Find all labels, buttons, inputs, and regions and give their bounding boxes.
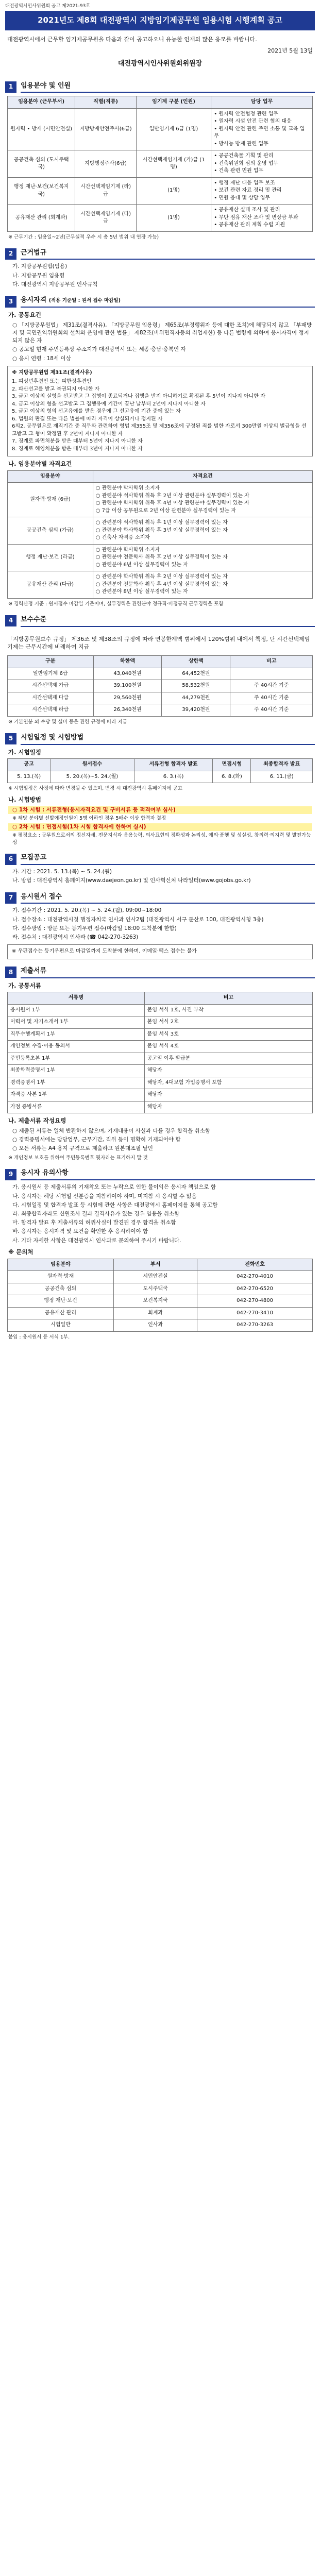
table-row (8, 1004, 313, 1016)
doc-tips-list (8, 1127, 312, 1153)
section-title (21, 296, 315, 308)
section-8-header (5, 967, 315, 978)
section-number: 2 (5, 248, 16, 260)
list-item: 가. 기간 : 2021. 5. 13.(목) ~ 5. 24.(월) (12, 869, 112, 875)
cell-dept: 보건복지국 (113, 1295, 197, 1308)
cell-field: 원자력·방재 (6급) (8, 483, 93, 517)
th-field: 임용분야 (8, 1259, 114, 1271)
application-list (8, 907, 312, 941)
table-row (8, 1319, 313, 1332)
cell-date: 5. 20.(목)~5. 24.(월) (50, 771, 134, 783)
list-item: ○ 공고일 현재 주민등록상 주소지가 대전광역시 또는 세종·충남·충북인 자 (12, 346, 186, 353)
table-row (8, 1053, 313, 1065)
list-item: 가. 응시원서 등 제출서류의 기재착오 또는 누락으로 인한 불이익은 응시자 책임으로 함 (12, 1184, 216, 1191)
section-6-header (5, 853, 315, 865)
section-title: 근거법규 (21, 248, 315, 260)
th-duty: 담당 업무 (211, 96, 313, 109)
box-line: 2. 파산선고를 받고 복권되지 아니한 자 (12, 386, 100, 392)
cell-type: (1명) (136, 177, 211, 205)
table-header-row (8, 1259, 313, 1271)
list-item: ○ 모든 서류는 A4 용지 규격으로 제출하고 원본대조필 날인 (12, 1145, 153, 1152)
th-memo: 비고 (144, 992, 312, 1005)
th-application: 원서접수 (50, 759, 134, 771)
list-item: ○ 「지방공무원법」 제31조(결격사유), 「지방공무원 임용령」 제65조(부정행위자 등에 대한 조치)에 해당되지 않고 「부패방지 및 국민권익위원회의 설치와 운영에 관한 법률」 제82조(비위면직자등의 취업제한) 등 다른 법령에 의하여 응시자격이 정지되지 않은 자 (12, 321, 312, 344)
box-line: 5. 금고 이상의 형의 선고유예를 받은 경우에 그 선고유예 기간 중에 있는 자 (12, 409, 181, 415)
box-line: 7. 징계로 파면처분을 받은 때부터 5년이 지나지 아니한 자 (12, 438, 143, 445)
list-item: ○ 응시 연령 : 18세 이상 (12, 355, 71, 362)
section-title-text: 응시자격 (21, 296, 47, 304)
cell-field: 행정 재난·보건 (라급) (8, 544, 93, 571)
cell-memo: 해당자 (144, 1065, 312, 1077)
cell-field: 공공건축 심의 (가급) (8, 517, 93, 545)
th-interview: 면접시험 (213, 759, 251, 771)
subheading-qualifications: 나. 임용분야별 자격요건 (8, 460, 72, 468)
section-7-header (5, 892, 315, 904)
table-row (8, 1077, 313, 1089)
section-2-header (5, 248, 315, 260)
cell-duty: • 행정 재난 대응 업무 보조 • 보건 관련 자료 정리 및 관리 • 민원 응대 및 상담 업무 (211, 177, 313, 205)
table-row (8, 704, 313, 717)
list-item: ※ 해당 분야별 선발예정인원이 5명 이하인 경우 5배수 이상 합격자 결정 (12, 815, 166, 821)
table-row (8, 680, 313, 692)
table-header-row (8, 96, 313, 109)
cell-series: 지방방재안전주사(6급) (75, 108, 137, 150)
cell-date: 5. 13.(목) (8, 771, 50, 783)
salary-note: ※ 기본연봉 외 수당 및 실비 등은 관련 규정에 따라 지급 (8, 719, 127, 725)
subheading-common-docs: 가. 공통서류 (8, 981, 41, 989)
cell-date: 6. 11.(금) (251, 771, 313, 783)
cell-memo: 붙임 서식 2호 (144, 1016, 312, 1029)
cell-phone: 042-270-4010 (197, 1271, 313, 1283)
cell-upper: 64,452천원 (162, 668, 230, 680)
list-item: ○ 1차 시험 : 서류전형(응시자격요건 및 구비서류 등 적격여부 심사) (8, 806, 312, 814)
table-header-row (8, 656, 313, 668)
cautions-list (8, 1183, 312, 1245)
th-phone: 전화번호 (197, 1259, 313, 1271)
cell-field: 공유재산 관리 (다급) (8, 571, 93, 599)
box-line: 6의2. 공무원으로 재직기간 중 직무와 관련하여 형법 제355조 및 제356조에 규정된 죄를 범한 자로서 300만원 이상의 벌금형을 선고받고 그 형이 확정된 후 2년이 지나지 아니한 자 (12, 423, 307, 437)
list-item: ○ 제출된 서류는 일체 반환하지 않으며, 기재내용이 사실과 다를 경우 합격을 취소함 (12, 1128, 210, 1134)
cell-lower: 39,100천원 (93, 680, 162, 692)
list-item: 나. 응시자는 해당 시험일 신분증을 지참하여야 하며, 미지참 시 응시할 수 없음 (12, 1193, 197, 1199)
th-category: 구분 (8, 656, 94, 668)
cell-doc: 최종학력증명서 1부 (8, 1065, 145, 1077)
section-3-header (5, 296, 315, 308)
cell-duty: • 공공건축물 기획 및 관리 • 건축위원회 심의 운영 업무 • 건축 관련 민원 업무 (211, 150, 313, 178)
table-header-row (8, 759, 313, 771)
qualifications-table (7, 470, 313, 599)
section-number: 4 (5, 615, 16, 626)
cell-upper: 44,279천원 (162, 692, 230, 704)
cell-field: 원자력 • 방재 (시민안전실) (8, 108, 75, 150)
schedule-table (7, 758, 313, 783)
cell-doc: 자격증 사본 1부 (8, 1089, 145, 1101)
cell-doc: 응시원서 1부 (8, 1004, 145, 1016)
section-number: 7 (5, 892, 16, 904)
table-row (8, 1295, 313, 1308)
section-title: 제출서류 (21, 967, 315, 978)
section-title: 응시원서 접수 (21, 892, 315, 904)
cell-dept: 시민안전실 (113, 1271, 197, 1283)
contact-title: ※ 문의처 (8, 1248, 33, 1256)
th-lower: 하한액 (93, 656, 162, 668)
cell-doc: 이력서 및 자기소개서 1부 (8, 1016, 145, 1029)
section-9-header (5, 1168, 315, 1180)
table-row (8, 692, 313, 704)
list-item: 가. 접수기간 : 2021. 5. 20.(목) ~ 5. 24.(월), 09:00~18:00 (12, 907, 162, 914)
list-item: 바. 응시자는 응시자격 및 요건을 확인한 후 응시하여야 함 (12, 1228, 148, 1235)
cell-phone: 042-270-4800 (197, 1295, 313, 1308)
cell-doc: 개인정보 수집·이용 동의서 (8, 1041, 145, 1053)
box-line: 3. 금고 이상의 실형을 선고받고 그 집행이 종료되거나 집행을 받지 아니하기로 확정된 후 5년이 지나지 아니한 자 (12, 394, 265, 400)
list-item: 나. 방법 : 대전광역시 홈페이지(www.daejeon.go.kr) 및 인사혁신처 나라일터(www.gojobs.go.kr) (12, 877, 251, 884)
cell-dept: 인사과 (113, 1319, 197, 1332)
cell-memo: 해당자, 4대보험 가입증명서 포함 (144, 1077, 312, 1089)
section-title: 모집공고 (21, 853, 315, 865)
th-requirement: 자격요건 (93, 470, 312, 483)
cell-series: 지방행정주사(6급) (75, 150, 137, 178)
table-row (8, 1271, 313, 1283)
salary-table (7, 655, 313, 717)
section-title: 임용분야 및 인원 (21, 81, 315, 93)
table-row (8, 483, 313, 517)
th-announce: 공고 (8, 759, 50, 771)
cell-date: 6. 3.(목) (134, 771, 213, 783)
notice-banner-title: 2021년도 제8회 대전광역시 지방임기제공무원 임용시험 시행계획 공고 (5, 11, 315, 30)
cell-type: 일반임기제 6급 (1명) (136, 108, 211, 150)
cell-requirement: ○ 관련분야 석사학위 취득 후 1년 이상 실무경력이 있는 자 ○ 관련분야 학사학위 취득 후 3년 이상 실무경력이 있는 자 ○ 건축사 자격증 소지자 (93, 517, 312, 545)
table-row (8, 1016, 313, 1029)
salary-text: 「지방공무원보수 규정」 제36조 및 제38조의 규정에 따라 연봉한계액 범위에서 120%범위 내에서 책정, 단 시간선택제임기제는 근무시간에 비례하여 지급 (7, 635, 310, 651)
th-doc: 서류명 (8, 992, 145, 1005)
documents-table (7, 992, 313, 1113)
table-row (8, 1307, 313, 1319)
table-row (8, 544, 313, 571)
th-field: 임용분야 (8, 470, 93, 483)
cell-category: 시간선택제 가급 (8, 680, 94, 692)
cell-doc: 경력증명서 1부 (8, 1077, 145, 1089)
contact-table (7, 1259, 313, 1332)
section-number: 6 (5, 854, 16, 865)
section-number: 1 (5, 81, 16, 93)
cell-category: 시간선택제 라급 (8, 704, 94, 717)
list-item: 다. 시험일정 및 합격자 발표 등 시험에 관한 사항은 대전광역시 홈페이지를 통해 공고함 (12, 1201, 218, 1208)
schedule-note: ※ 시험일정은 사정에 따라 변경될 수 있으며, 변경 시 대전광역시 홈페이지에 공고 (8, 786, 182, 792)
list-item: 나. 지방공무원 임용령 (12, 272, 65, 279)
list-item: 가. 지방공무원법(임용) (12, 263, 68, 270)
cell-upper: 39,420천원 (162, 704, 230, 717)
list-item: ※ 평정요소 : 공무원으로서의 정신자세, 전문지식과 응용능력, 의사표현의 정확성과 논리성, 예의·품행 및 성실성, 창의력·의지력 및 발전가능성 (12, 832, 311, 845)
cell-lower: 26,340천원 (93, 704, 162, 717)
common-requirements (8, 321, 312, 363)
cell-doc: 가점 증빙서류 (8, 1101, 145, 1113)
section-title: 시험일정 및 시험방법 (21, 733, 315, 745)
cell-memo: 붙임 서식 1호, 사진 부착 (144, 1004, 312, 1016)
cell-field: 행정 재난·보건(보건복지국) (8, 177, 75, 205)
table-row (8, 205, 313, 232)
qualification-note: ※ 경력산정 기준 : 원서접수 마감일 기준이며, 실무경력은 관련분야 정규직·비정규직 근무경력을 포함 (8, 601, 224, 607)
cell-lower: 43,040천원 (93, 668, 162, 680)
table-header-row (8, 992, 313, 1005)
subheading-method: 나. 시험방법 (8, 795, 41, 803)
cell-type: (1명) (136, 205, 211, 232)
cell-memo: 주 40시간 기준 (230, 680, 313, 692)
cell-memo: 공고일 이후 발급분 (144, 1053, 312, 1065)
cell-field: 시험일반 (8, 1319, 114, 1332)
cell-memo: 해당자 (144, 1089, 312, 1101)
table-row (8, 177, 313, 205)
box-line: ※ 우편접수는 등기우편으로 마감일까지 도착분에 한하며, 이메일·팩스 접수는 불가 (12, 948, 197, 955)
intro-text: 대전광역시에서 근무할 임기제공무원을 다음과 같이 공고하오니 유능한 인재의 많은 응모를 바랍니다. (7, 36, 257, 43)
cell-dept: 회계과 (113, 1307, 197, 1319)
table-row (8, 1041, 313, 1053)
list-item: ○ 경력증명서에는 담당업무, 근무기간, 직위 등이 명확히 기재되어야 함 (12, 1137, 181, 1143)
legal-basis-list (8, 263, 312, 289)
cell-category: 일반임기제 6급 (8, 668, 94, 680)
section-1-header (5, 81, 315, 93)
cell-requirement: ○ 관련분야 박사학위 소지자 ○ 관련분야 석사학위 취득 후 2년 이상 관련분야 실무경력이 있는 자 ○ 관련분야 학사학위 취득 후 4년 이상 관련분야 실무경력이 있는 자 ○ 7급 이상 공무원으로 2년 이상 관련분야 실무경력이 있는 자 (93, 483, 312, 517)
list-item: 사. 기타 자세한 사항은 대전광역시 인사과로 문의하여 주시기 바랍니다. (12, 1237, 181, 1244)
cell-memo: 주 40시간 기준 (230, 692, 313, 704)
cell-doc: 주민등록초본 1부 (8, 1053, 145, 1065)
box-line: 8. 징계로 해임처분을 받은 때부터 3년이 지나지 아니한 자 (12, 446, 143, 452)
list-item: 나. 접수장소 : 대전광역시청 행정자치국 인사과 인사2팀 (대전광역시 서구 둔산로 100, 대전광역시청 3층) (12, 916, 264, 923)
th-type: 임기제 구분 (인원) (136, 96, 211, 109)
section-number: 3 (5, 296, 16, 308)
cell-phone: 042-270-6520 (197, 1283, 313, 1295)
notice-date: 2021년 5월 13일 (267, 47, 313, 54)
table-row (8, 1283, 313, 1295)
list-item: 다. 대전광역시 지방공무원 인사규칙 (12, 281, 98, 287)
subheading-common: 가. 공통요건 (8, 311, 41, 318)
box-line: 6. 법원의 판결 또는 다른 법률에 따라 자격이 상실되거나 정지된 자 (12, 416, 163, 422)
th-series: 직렬(직류) (75, 96, 137, 109)
cell-memo: 붙임 서식 4호 (144, 1041, 312, 1053)
table-row (8, 1101, 313, 1113)
cell-field: 공유재산 관리 (8, 1307, 114, 1319)
table-row (8, 1028, 313, 1041)
list-item: 다. 접수방법 : 방문 또는 등기우편 접수(마감일 18:00 도착분에 한함) (12, 925, 177, 931)
cell-dept: 도시주택국 (113, 1283, 197, 1295)
disqualification-box (7, 366, 313, 457)
cell-phone: 042-270-3263 (197, 1319, 313, 1332)
cell-field: 행정 재난·보건 (8, 1295, 114, 1308)
box-line: 1. 피성년후견인 또는 피한정후견인 (12, 379, 92, 385)
table-row (8, 668, 313, 680)
box-line: 4. 금고 이상의 형을 선고받고 그 집행유예 기간이 끝난 날부터 2년이 지나지 아니한 자 (12, 401, 206, 407)
recruit-notice-list (8, 868, 312, 885)
cell-field: 공공건축 심의 (8, 1283, 114, 1295)
th-document-result: 서류전형 합격자 발표 (134, 759, 213, 771)
cell-memo (230, 668, 313, 680)
th-final: 최종합격자 발표 (251, 759, 313, 771)
table-row (8, 150, 313, 178)
table-header-row (8, 470, 313, 483)
table-row (8, 771, 313, 783)
subheading-schedule: 가. 시험일정 (8, 748, 41, 756)
section-number: 9 (5, 1169, 16, 1180)
cell-field: 공공건축 심의 (도시주택국) (8, 150, 75, 178)
th-dept: 부서 (113, 1259, 197, 1271)
section-subtitle: (적용 기준일 : 원서 접수 마감일) (48, 298, 121, 304)
box-title: ※ 지방공무원법 제31조(결격사유) (12, 369, 92, 376)
cell-category: 시간선택제 다급 (8, 692, 94, 704)
cell-duty: • 원자력 안전협정 관련 업무 • 원자력 시설 안전 관련 협의 대응 • 원자력 안전 관련 주민 소통 및 교육 업무 • 방사능 방재 관련 업무 (211, 108, 313, 150)
list-item: 라. 접수처 : 대전광역시 인사과 (☎ 042-270-3263) (12, 934, 139, 941)
cell-phone: 042-270-3410 (197, 1307, 313, 1319)
table-row (8, 1089, 313, 1101)
section-4-header (5, 615, 315, 627)
cell-type: 시간선택제임기제 (가)급 (1명) (136, 150, 211, 178)
cell-lower: 29,560천원 (93, 692, 162, 704)
cell-memo: 붙임 서식 3호 (144, 1028, 312, 1041)
table-row (8, 1065, 313, 1077)
th-upper: 상한액 (162, 656, 230, 668)
table-row (8, 517, 313, 545)
section-title: 응시자 유의사항 (21, 1168, 315, 1180)
cell-series: 시간선택제임기제 (다)급 (75, 205, 137, 232)
section-number: 8 (5, 967, 16, 978)
th-memo: 비고 (230, 656, 313, 668)
cell-series: 시간선택제임기제 (라)급 (75, 177, 137, 205)
cell-memo: 주 40시간 기준 (230, 704, 313, 717)
issuing-organization: 대전광역시인사위원회위원장 (117, 59, 203, 67)
section-5-header (5, 733, 315, 745)
cell-requirement: ○ 관련분야 학사학위 취득 후 2년 이상 실무경력이 있는 자 ○ 관련분야 전문학사 취득 후 4년 이상 실무경력이 있는 자 ○ 관련분야 8년 이상 실무경력이 있는 자 (93, 571, 312, 599)
notice-number: 대전광역시인사위원회 공고 제2021-93호 (5, 4, 91, 9)
cell-duty: • 공유재산 실태 조사 및 관리 • 무단 점유 재산 조사 및 변상금 부과 • 공유재산 관리 계획 수립 지원 (211, 205, 313, 232)
cell-field: 공유재산 관리 (회계과) (8, 205, 75, 232)
list-item: 마. 합격자 발표 후 제출서류의 허위사실이 발견된 경우 합격을 취소함 (12, 1219, 176, 1226)
term-note: ※ 근무기간 : 임용일~2년(근무실적 우수 시 총 5년 범위 내 연장 가능) (8, 234, 159, 240)
section-number: 5 (5, 733, 16, 744)
cell-doc: 직무수행계획서 1부 (8, 1028, 145, 1041)
th-field: 임용분야 (근무부서) (8, 96, 75, 109)
section-title: 보수수준 (21, 615, 315, 627)
positions-table (7, 96, 313, 232)
attachment-note: 붙임 : 응시원서 등 서식 1부. (8, 1334, 70, 1340)
cell-memo: 해당자 (144, 1101, 312, 1113)
privacy-note: ※ 개인정보 보호를 위하여 주민등록번호 뒷자리는 표기하지 말 것 (8, 1155, 148, 1161)
exam-method-list (8, 806, 312, 846)
list-item: 라. 최종합격자라도 신원조사 결과 결격사유가 있는 경우 임용을 취소함 (12, 1210, 180, 1217)
list-item: ○ 2차 시험 : 면접시험(1차 시험 합격자에 한하여 실시) (8, 823, 312, 831)
cell-upper: 58,532천원 (162, 680, 230, 692)
application-note-box (7, 944, 313, 959)
table-row (8, 108, 313, 150)
subheading-doc-tips: 나. 제출서류 작성요령 (8, 1117, 66, 1125)
cell-field: 원자력·방재 (8, 1271, 114, 1283)
table-row (8, 571, 313, 599)
cell-date: 6. 8.(화) (213, 771, 251, 783)
cell-requirement: ○ 관련분야 학사학위 소지자 ○ 관련분야 전문학사 취득 후 2년 이상 실무경력이 있는 자 ○ 관련분야 6년 이상 실무경력이 있는 자 (93, 544, 312, 571)
